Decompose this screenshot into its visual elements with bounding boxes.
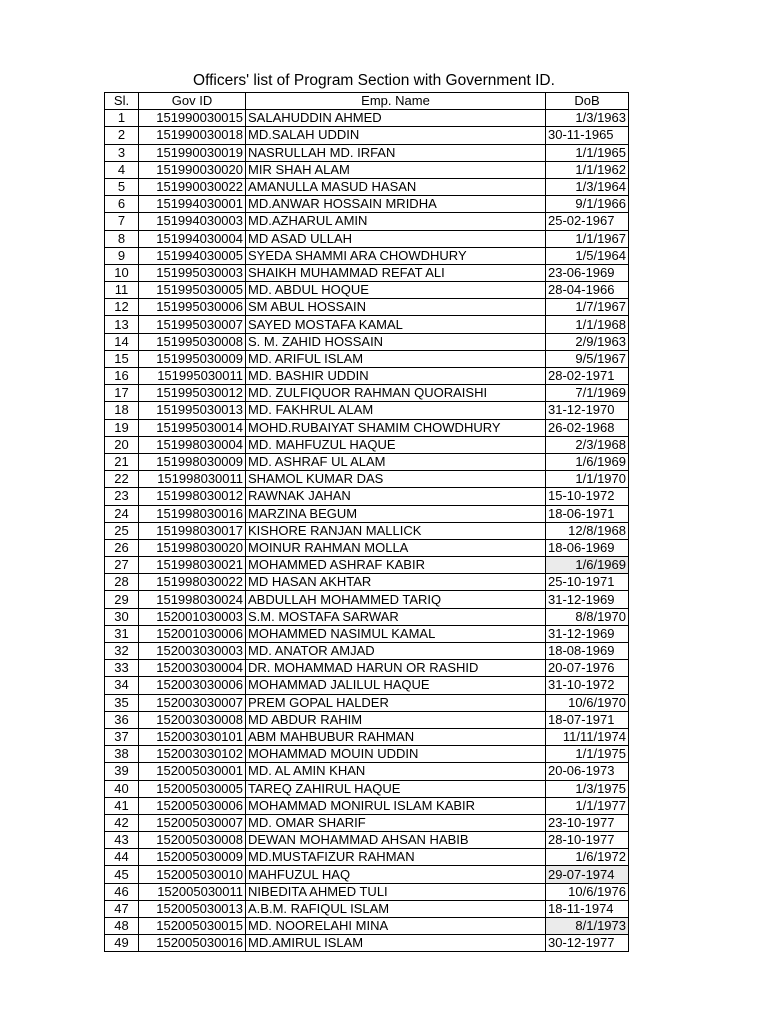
table-row <box>105 814 629 831</box>
dob-cell: 8/1/1973 <box>546 918 629 935</box>
sl-cell: 41 <box>105 797 139 814</box>
sl-cell: 10 <box>105 264 139 281</box>
emp-name-cell: S.M. MOSTAFA SARWAR <box>246 608 546 625</box>
gov-id-cell: 151995030013 <box>139 402 246 419</box>
table-row <box>105 574 629 591</box>
gov-id-cell: 151995030003 <box>139 264 246 281</box>
table-row <box>105 935 629 952</box>
table-header <box>105 93 629 110</box>
dob-cell: 1/1/1967 <box>546 230 629 247</box>
table-row <box>105 385 629 402</box>
dob-cell: 1/7/1967 <box>546 299 629 316</box>
sl-cell: 22 <box>105 471 139 488</box>
table-row <box>105 728 629 745</box>
table-row <box>105 488 629 505</box>
table-row <box>105 866 629 883</box>
table-row <box>105 694 629 711</box>
table-row <box>105 368 629 385</box>
gov-id-cell: 151998030017 <box>139 522 246 539</box>
gov-id-cell: 151994030003 <box>139 213 246 230</box>
table-row <box>105 316 629 333</box>
emp-name-cell: MD. MAHFUZUL HAQUE <box>246 436 546 453</box>
emp-name-cell: MD. ABDUL HOQUE <box>246 282 546 299</box>
table-row <box>105 299 629 316</box>
emp-name-cell: SAYED MOSTAFA KAMAL <box>246 316 546 333</box>
sl-cell: 49 <box>105 935 139 952</box>
gov-id-cell: 152003030003 <box>139 643 246 660</box>
sl-cell: 45 <box>105 866 139 883</box>
emp-name-cell: MD. ARIFUL ISLAM <box>246 350 546 367</box>
sl-cell: 34 <box>105 677 139 694</box>
dob-cell: 12/8/1968 <box>546 522 629 539</box>
gov-id-cell: 152005030006 <box>139 797 246 814</box>
dob-cell: 10/6/1970 <box>546 694 629 711</box>
gov-id-cell: 152003030004 <box>139 660 246 677</box>
dob-cell: 18-08-1969 <box>546 643 629 660</box>
dob-cell: 2/9/1963 <box>546 333 629 350</box>
dob-cell: 18-06-1969 <box>546 539 629 556</box>
dob-cell: 30-11-1965 <box>546 127 629 144</box>
emp-name-cell: MD HASAN AKHTAR <box>246 574 546 591</box>
dob-cell: 9/1/1966 <box>546 196 629 213</box>
gov-id-cell: 152005030015 <box>139 918 246 935</box>
table-row <box>105 780 629 797</box>
sl-cell: 23 <box>105 488 139 505</box>
sl-cell: 30 <box>105 608 139 625</box>
dob-cell: 1/3/1975 <box>546 780 629 797</box>
dob-cell: 28-04-1966 <box>546 282 629 299</box>
table-row <box>105 883 629 900</box>
emp-name-cell: SYEDA SHAMMI ARA CHOWDHURY <box>246 247 546 264</box>
officers-list-sheet <box>104 70 628 952</box>
gov-id-cell: 152005030007 <box>139 814 246 831</box>
dob-cell: 1/6/1972 <box>546 849 629 866</box>
sl-cell: 37 <box>105 728 139 745</box>
table-body <box>105 110 629 952</box>
table-row <box>105 127 629 144</box>
gov-id-cell: 152003030006 <box>139 677 246 694</box>
sl-cell: 35 <box>105 694 139 711</box>
gov-id-cell: 152001030003 <box>139 608 246 625</box>
sl-cell: 16 <box>105 368 139 385</box>
emp-name-cell: MD. AL AMIN KHAN <box>246 763 546 780</box>
sl-cell: 33 <box>105 660 139 677</box>
sl-cell: 13 <box>105 316 139 333</box>
sl-cell: 27 <box>105 557 139 574</box>
emp-name-cell: MD.AZHARUL AMIN <box>246 213 546 230</box>
emp-name-cell: MD. ASHRAF UL ALAM <box>246 453 546 470</box>
sl-cell: 47 <box>105 900 139 917</box>
sl-cell: 44 <box>105 849 139 866</box>
emp-name-cell: MD.MUSTAFIZUR RAHMAN <box>246 849 546 866</box>
sl-cell: 26 <box>105 539 139 556</box>
dob-cell: 1/6/1969 <box>546 557 629 574</box>
officers-table <box>104 92 629 952</box>
table-row <box>105 746 629 763</box>
gov-id-cell: 151998030016 <box>139 505 246 522</box>
emp-name-cell: SM ABUL HOSSAIN <box>246 299 546 316</box>
table-row <box>105 402 629 419</box>
gov-id-cell: 151990030020 <box>139 161 246 178</box>
header-row <box>105 93 629 110</box>
sl-cell: 9 <box>105 247 139 264</box>
dob-cell: 1/5/1964 <box>546 247 629 264</box>
header-dob: DoB <box>546 93 629 110</box>
header-sl: Sl. <box>105 93 139 110</box>
emp-name-cell: MD.ANWAR HOSSAIN MRIDHA <box>246 196 546 213</box>
gov-id-cell: 151998030009 <box>139 453 246 470</box>
dob-cell: 23-06-1969 <box>546 264 629 281</box>
table-row <box>105 918 629 935</box>
emp-name-cell: MARZINA BEGUM <box>246 505 546 522</box>
table-row <box>105 505 629 522</box>
table-row <box>105 161 629 178</box>
emp-name-cell: MD. ZULFIQUOR RAHMAN QUORAISHI <box>246 385 546 402</box>
table-row <box>105 643 629 660</box>
gov-id-cell: 151995030005 <box>139 282 246 299</box>
sl-cell: 18 <box>105 402 139 419</box>
dob-cell: 31-12-1969 <box>546 625 629 642</box>
emp-name-cell: MD.SALAH UDDIN <box>246 127 546 144</box>
gov-id-cell: 151990030018 <box>139 127 246 144</box>
sl-cell: 7 <box>105 213 139 230</box>
dob-cell: 31-12-1970 <box>546 402 629 419</box>
dob-cell: 25-10-1971 <box>546 574 629 591</box>
sl-cell: 21 <box>105 453 139 470</box>
sl-cell: 40 <box>105 780 139 797</box>
sl-cell: 32 <box>105 643 139 660</box>
table-row <box>105 213 629 230</box>
emp-name-cell: MIR SHAH ALAM <box>246 161 546 178</box>
gov-id-cell: 152005030009 <box>139 849 246 866</box>
emp-name-cell: ABDULLAH MOHAMMED TARIQ <box>246 591 546 608</box>
emp-name-cell: ABM MAHBUBUR RAHMAN <box>246 728 546 745</box>
emp-name-cell: AMANULLA MASUD HASAN <box>246 178 546 195</box>
emp-name-cell: MD ASAD ULLAH <box>246 230 546 247</box>
gov-id-cell: 151994030001 <box>139 196 246 213</box>
dob-cell: 1/1/1965 <box>546 144 629 161</box>
sl-cell: 5 <box>105 178 139 195</box>
emp-name-cell: SHAIKH MUHAMMAD REFAT ALI <box>246 264 546 281</box>
sl-cell: 25 <box>105 522 139 539</box>
emp-name-cell: MD.AMIRUL ISLAM <box>246 935 546 952</box>
dob-cell: 1/1/1968 <box>546 316 629 333</box>
table-row <box>105 522 629 539</box>
dob-cell: 7/1/1969 <box>546 385 629 402</box>
emp-name-cell: KISHORE RANJAN MALLICK <box>246 522 546 539</box>
gov-id-cell: 151998030004 <box>139 436 246 453</box>
gov-id-cell: 151995030012 <box>139 385 246 402</box>
emp-name-cell: TAREQ ZAHIRUL HAQUE <box>246 780 546 797</box>
gov-id-cell: 152003030007 <box>139 694 246 711</box>
page-title: Officers' list of Program Section with Government ID. <box>193 72 555 89</box>
table-row <box>105 196 629 213</box>
gov-id-cell: 151998030024 <box>139 591 246 608</box>
dob-cell: 18-07-1971 <box>546 711 629 728</box>
table-row <box>105 711 629 728</box>
gov-id-cell: 152005030013 <box>139 900 246 917</box>
emp-name-cell: MOHAMMAD MONIRUL ISLAM KABIR <box>246 797 546 814</box>
dob-cell: 11/11/1974 <box>546 728 629 745</box>
gov-id-cell: 151998030012 <box>139 488 246 505</box>
sl-cell: 1 <box>105 110 139 127</box>
emp-name-cell: DEWAN MOHAMMAD AHSAN HABIB <box>246 832 546 849</box>
gov-id-cell: 151995030011 <box>139 368 246 385</box>
dob-cell: 1/1/1970 <box>546 471 629 488</box>
sl-cell: 6 <box>105 196 139 213</box>
table-row <box>105 832 629 849</box>
emp-name-cell: MOHAMMAD MOUIN UDDIN <box>246 746 546 763</box>
sl-cell: 42 <box>105 814 139 831</box>
gov-id-cell: 152005030005 <box>139 780 246 797</box>
table-row <box>105 247 629 264</box>
dob-cell: 20-07-1976 <box>546 660 629 677</box>
table-row <box>105 419 629 436</box>
emp-name-cell: MOHAMMAD JALILUL HAQUE <box>246 677 546 694</box>
dob-cell: 9/5/1967 <box>546 350 629 367</box>
sl-cell: 12 <box>105 299 139 316</box>
gov-id-cell: 152001030006 <box>139 625 246 642</box>
sl-cell: 46 <box>105 883 139 900</box>
emp-name-cell: MOINUR RAHMAN MOLLA <box>246 539 546 556</box>
gov-id-cell: 152005030008 <box>139 832 246 849</box>
sl-cell: 15 <box>105 350 139 367</box>
dob-cell: 28-02-1971 <box>546 368 629 385</box>
emp-name-cell: MOHAMMED NASIMUL KAMAL <box>246 625 546 642</box>
gov-id-cell: 151995030014 <box>139 419 246 436</box>
sl-cell: 24 <box>105 505 139 522</box>
table-row <box>105 539 629 556</box>
dob-cell: 15-10-1972 <box>546 488 629 505</box>
emp-name-cell: NASRULLAH MD. IRFAN <box>246 144 546 161</box>
gov-id-cell: 152005030010 <box>139 866 246 883</box>
sl-cell: 4 <box>105 161 139 178</box>
table-row <box>105 282 629 299</box>
sl-cell: 38 <box>105 746 139 763</box>
gov-id-cell: 151995030007 <box>139 316 246 333</box>
header-emp-name: Emp. Name <box>246 93 546 110</box>
table-row <box>105 264 629 281</box>
dob-cell: 26-02-1968 <box>546 419 629 436</box>
gov-id-cell: 151995030008 <box>139 333 246 350</box>
dob-cell: 31-12-1969 <box>546 591 629 608</box>
table-row <box>105 557 629 574</box>
sl-cell: 14 <box>105 333 139 350</box>
gov-id-cell: 152005030016 <box>139 935 246 952</box>
table-row <box>105 625 629 642</box>
dob-cell: 28-10-1977 <box>546 832 629 849</box>
table-row <box>105 849 629 866</box>
dob-cell: 18-11-1974 <box>546 900 629 917</box>
dob-cell: 1/1/1975 <box>546 746 629 763</box>
emp-name-cell: PREM GOPAL HALDER <box>246 694 546 711</box>
table-row <box>105 471 629 488</box>
emp-name-cell: MD. OMAR SHARIF <box>246 814 546 831</box>
table-row <box>105 677 629 694</box>
gov-id-cell: 152005030011 <box>139 883 246 900</box>
table-row <box>105 591 629 608</box>
table-row <box>105 178 629 195</box>
dob-cell: 23-10-1977 <box>546 814 629 831</box>
dob-cell: 1/1/1977 <box>546 797 629 814</box>
table-row <box>105 797 629 814</box>
sl-cell: 48 <box>105 918 139 935</box>
sl-cell: 3 <box>105 144 139 161</box>
sl-cell: 8 <box>105 230 139 247</box>
emp-name-cell: SHAMOL KUMAR DAS <box>246 471 546 488</box>
gov-id-cell: 152003030008 <box>139 711 246 728</box>
emp-name-cell: SALAHUDDIN AHMED <box>246 110 546 127</box>
dob-cell: 20-06-1973 <box>546 763 629 780</box>
gov-id-cell: 151998030022 <box>139 574 246 591</box>
sl-cell: 2 <box>105 127 139 144</box>
dob-cell: 31-10-1972 <box>546 677 629 694</box>
emp-name-cell: MD. NOORELAHI MINA <box>246 918 546 935</box>
emp-name-cell: NIBEDITA AHMED TULI <box>246 883 546 900</box>
table-row <box>105 453 629 470</box>
gov-id-cell: 151990030022 <box>139 178 246 195</box>
gov-id-cell: 151995030009 <box>139 350 246 367</box>
gov-id-cell: 152005030001 <box>139 763 246 780</box>
table-row <box>105 230 629 247</box>
gov-id-cell: 152003030101 <box>139 728 246 745</box>
emp-name-cell: MD. FAKHRUL ALAM <box>246 402 546 419</box>
sl-cell: 20 <box>105 436 139 453</box>
dob-cell: 30-12-1977 <box>546 935 629 952</box>
dob-cell: 25-02-1967 <box>546 213 629 230</box>
gov-id-cell: 151994030004 <box>139 230 246 247</box>
emp-name-cell: S. M. ZAHID HOSSAIN <box>246 333 546 350</box>
dob-cell: 1/6/1969 <box>546 453 629 470</box>
table-row <box>105 436 629 453</box>
dob-cell: 8/8/1970 <box>546 608 629 625</box>
dob-cell: 1/1/1962 <box>546 161 629 178</box>
gov-id-cell: 151994030005 <box>139 247 246 264</box>
emp-name-cell: MOHD.RUBAIYAT SHAMIM CHOWDHURY <box>246 419 546 436</box>
sl-cell: 28 <box>105 574 139 591</box>
gov-id-cell: 152003030102 <box>139 746 246 763</box>
emp-name-cell: A.B.M. RAFIQUL ISLAM <box>246 900 546 917</box>
gov-id-cell: 151998030021 <box>139 557 246 574</box>
sl-cell: 19 <box>105 419 139 436</box>
emp-name-cell: MAHFUZUL HAQ <box>246 866 546 883</box>
emp-name-cell: MD. ANATOR AMJAD <box>246 643 546 660</box>
gov-id-cell: 151998030020 <box>139 539 246 556</box>
header-gov-id: Gov ID <box>139 93 246 110</box>
gov-id-cell: 151990030015 <box>139 110 246 127</box>
table-row <box>105 333 629 350</box>
sl-cell: 39 <box>105 763 139 780</box>
sl-cell: 43 <box>105 832 139 849</box>
table-row <box>105 660 629 677</box>
emp-name-cell: MD. BASHIR UDDIN <box>246 368 546 385</box>
emp-name-cell: MOHAMMED ASHRAF KABIR <box>246 557 546 574</box>
emp-name-cell: DR. MOHAMMAD HARUN OR RASHID <box>246 660 546 677</box>
dob-cell: 1/3/1964 <box>546 178 629 195</box>
gov-id-cell: 151998030011 <box>139 471 246 488</box>
emp-name-cell: MD ABDUR RAHIM <box>246 711 546 728</box>
sl-cell: 11 <box>105 282 139 299</box>
table-row <box>105 350 629 367</box>
table-row <box>105 608 629 625</box>
sl-cell: 29 <box>105 591 139 608</box>
dob-cell: 2/3/1968 <box>546 436 629 453</box>
table-row <box>105 900 629 917</box>
table-row <box>105 144 629 161</box>
sl-cell: 36 <box>105 711 139 728</box>
gov-id-cell: 151995030006 <box>139 299 246 316</box>
table-row <box>105 110 629 127</box>
emp-name-cell: RAWNAK JAHAN <box>246 488 546 505</box>
dob-cell: 10/6/1976 <box>546 883 629 900</box>
sl-cell: 17 <box>105 385 139 402</box>
gov-id-cell: 151990030019 <box>139 144 246 161</box>
table-row <box>105 763 629 780</box>
dob-cell: 29-07-1974 <box>546 866 629 883</box>
dob-cell: 1/3/1963 <box>546 110 629 127</box>
sl-cell: 31 <box>105 625 139 642</box>
dob-cell: 18-06-1971 <box>546 505 629 522</box>
